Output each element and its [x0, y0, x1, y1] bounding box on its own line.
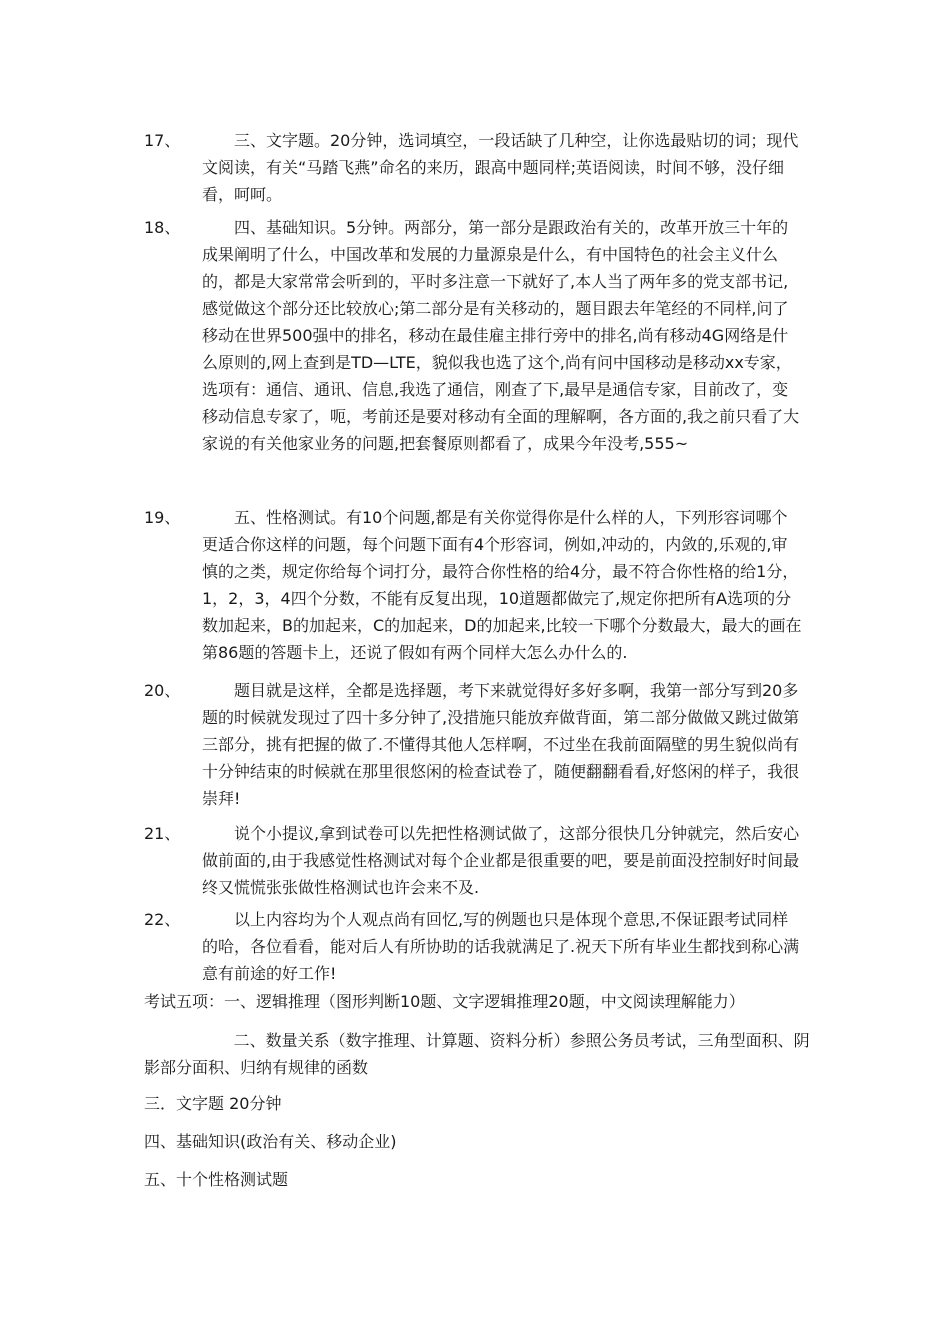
- summary-line-5: 五、十个性格测试题: [144, 1170, 289, 1189]
- summary-line-3: 三．文字题 20分钟: [144, 1094, 282, 1113]
- item-number: 22、: [144, 910, 181, 929]
- summary-line-1: 考试五项：一、逻辑推理（图形判断10题、文字逻辑推理20题，中文阅读理解能力）: [144, 992, 745, 1011]
- item-text: 说个小提议,拿到试卷可以先把性格测试做了，这部分很快几分钟就完，然后安心做前面的,由于我感觉性格测试对每个企业都是很重要的吧，要是前面没控制好时间最终又慌慌张张做性格测试也许会来不及.: [202, 824, 800, 897]
- item-number: 19、: [144, 508, 181, 527]
- item-text: 三、文字题。20分钟，选词填空，一段话缺了几种空，让你选最贴切的词；现代文阅读，有关“马踏飞燕”命名的来历，跟高中题同样;英语阅读，时间不够，没仔细看，呵呵。: [202, 131, 799, 204]
- summary-line-2: 二、数量关系（数字推理、计算题、资料分析）参照公务员考试，三角型面积、阴影部分面积、归纳有规律的函数: [144, 1031, 810, 1077]
- item-text: 以上内容均为个人观点尚有回忆,写的例题也只是体现个意思,不保证跟考试同样的哈，各位看看，能对后人有所协助的话我就满足了.祝天下所有毕业生都找到称心满意有前途的好工作!: [202, 910, 800, 983]
- item-number: 18、: [144, 218, 181, 237]
- item-number: 17、: [144, 131, 181, 150]
- item-number: 20、: [144, 681, 181, 700]
- item-text: 题目就是这样，全都是选择题，考下来就觉得好多好多啊，我第一部分写到20多题的时候就发现过了四十多分钟了,没措施只能放弃做背面，第二部分做做又跳过做第三部分，挑有把握的做了.不懂得其他人怎样啊，不过坐在我前面隔壁的男生貌似尚有十分钟结束的时候就在那里很悠闲的检查试卷了，随便翻翻看看,好悠闲的样子，我很崇拜!: [202, 681, 800, 808]
- item-text: 五、性格测试。有10个问题,都是有关你觉得你是什么样的人，下列形容词哪个更适合你这样的问题，每个问题下面有4个形容词，例如,冲动的，内敛的,乐观的,审慎的之类，规定你给每个词打分，最符合你性格的给4分，最不符合你性格的给1分，1，2，3，4四个分数，不能有反复出现，10道题都做完了,规定你把所有A选项的分数加起来，B的加起来，C的加起来，D的加起来,比较一下哪个分数最大，最大的画在第86题的答题卡上，还说了假如有两个同样大怎么办什么的.: [202, 508, 802, 662]
- item-text: 四、基础知识。5分钟。两部分，第一部分是跟政治有关的，改革开放三十年的成果阐明了什么，中国改革和发展的力量源泉是什么，有中国特色的社会主义什么的，都是大家常常会听到的，平时多注意一下就好了,本人当了两年多的党支部书记,感觉做这个部分还比较放心;第二部分是有关移动的，题目跟去年笔经的不同样,问了移动在世界500强中的排名，移动在最佳雇主排行旁中的排名,尚有移动4G网络是什么原则的,网上查到是TD—LTE，貌似我也选了这个,尚有问中国移动是移动xx专家，选项有：通信、通讯、信息,我选了通信，刚查了下,最早是通信专家，目前改了，变移动信息专家了，呃，考前还是要对移动有全面的理解啊，各方面的,我之前只看了大家说的有关他家业务的问题,把套餐原则都看了，成果今年没考,555~: [202, 218, 800, 453]
- summary-line-4: 四、基础知识(政治有关、移动企业): [144, 1132, 397, 1151]
- item-number: 21、: [144, 824, 181, 843]
